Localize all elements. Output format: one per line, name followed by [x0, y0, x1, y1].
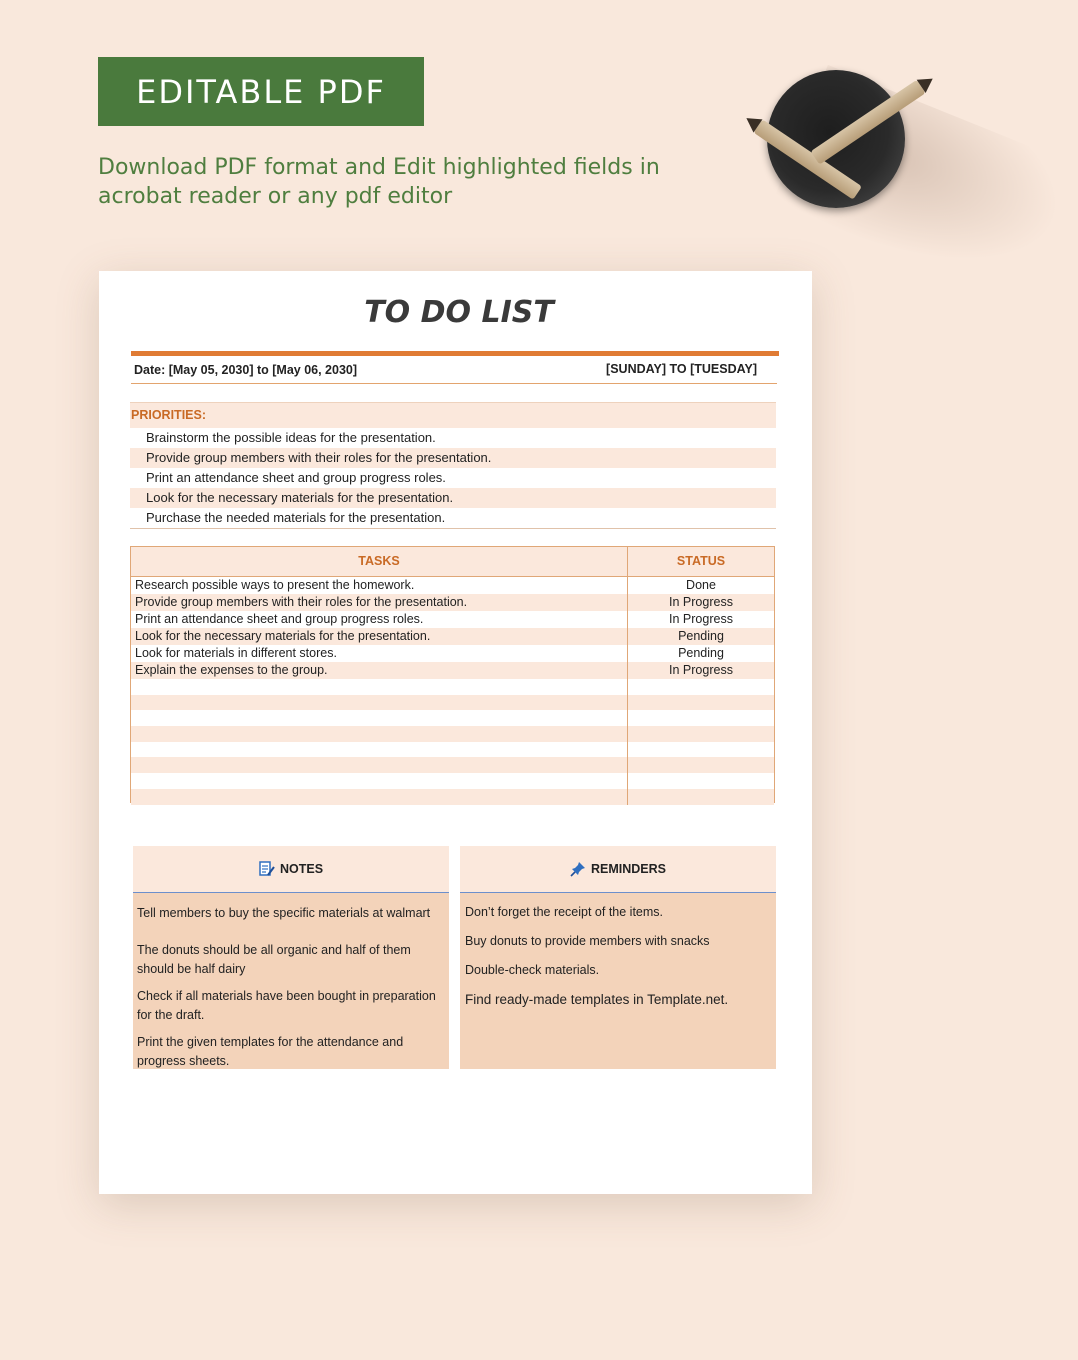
- empty-table-row[interactable]: [131, 710, 774, 726]
- status-cell[interactable]: In Progress: [627, 611, 774, 628]
- empty-table-row[interactable]: [131, 679, 774, 695]
- table-row: [131, 645, 774, 662]
- priorities-label: PRIORITIES:: [130, 403, 776, 428]
- reminders-list[interactable]: [460, 903, 776, 1009]
- subtitle-line-2: acrobat reader or any pdf editor: [98, 184, 453, 209]
- priority-item[interactable]: Provide group members with their roles for the presentation.: [130, 448, 776, 468]
- task-cell[interactable]: Look for materials in different stores.: [135, 646, 337, 660]
- empty-table-row[interactable]: [131, 695, 774, 711]
- subtitle: [98, 153, 698, 211]
- notes-header: [133, 846, 449, 893]
- priority-item[interactable]: Brainstorm the possible ideas for the presentation.: [146, 430, 436, 445]
- reminders-section: [460, 846, 776, 1069]
- status-cell[interactable]: Done: [627, 577, 774, 594]
- editable-pdf-badge: EDITABLE PDF: [98, 57, 424, 126]
- pushpin-icon: [570, 861, 586, 877]
- priorities-section: [130, 402, 776, 529]
- reminders-header: [460, 846, 776, 893]
- priority-item[interactable]: Print an attendance sheet and group progress roles.: [146, 470, 446, 485]
- status-cell[interactable]: Pending: [627, 628, 774, 645]
- document-title: TO DO LIST: [364, 295, 554, 330]
- note-item[interactable]: Tell members to buy the specific materials at walmart: [137, 906, 431, 920]
- task-cell[interactable]: Look for the necessary materials for the presentation.: [135, 629, 431, 643]
- note-item[interactable]: The donuts should be all organic and half of them should be half dairy: [137, 943, 411, 976]
- tasks-column-header: TASKS: [358, 554, 400, 568]
- reminder-item[interactable]: Don’t forget the receipt of the items.: [465, 905, 664, 919]
- date-row: [131, 357, 777, 384]
- empty-table-row[interactable]: [131, 773, 774, 789]
- document-page: [99, 271, 812, 1194]
- empty-table-row[interactable]: [131, 742, 774, 758]
- empty-table-row[interactable]: [131, 789, 774, 805]
- table-row: [131, 611, 774, 628]
- task-cell[interactable]: Print an attendance sheet and group progress roles.: [135, 612, 424, 626]
- note-item[interactable]: Check if all materials have been bought in preparation for the draft.: [137, 989, 436, 1022]
- table-row: [131, 594, 774, 611]
- table-row: [131, 662, 774, 679]
- empty-table-row[interactable]: [131, 757, 774, 773]
- table-row: [131, 577, 774, 594]
- note-item[interactable]: Print the given templates for the attendance and progress sheets.: [137, 1035, 404, 1068]
- reminder-item[interactable]: Double-check materials.: [465, 963, 600, 977]
- reminder-item[interactable]: Buy donuts to provide members with snacks: [465, 934, 710, 948]
- notes-label: NOTES: [279, 862, 324, 876]
- subtitle-line-1: Download PDF format and Edit highlighted fields in: [98, 155, 660, 180]
- notepad-icon: [259, 861, 275, 877]
- days-field[interactable]: [SUNDAY] TO [TUESDAY]: [606, 362, 757, 376]
- tasks-table: [130, 546, 775, 803]
- status-cell[interactable]: In Progress: [627, 594, 774, 611]
- status-column-header: STATUS: [627, 547, 774, 576]
- table-row: [131, 628, 774, 645]
- empty-table-row[interactable]: [131, 726, 774, 742]
- priority-item[interactable]: Purchase the needed materials for the presentation.: [146, 510, 446, 525]
- task-cell[interactable]: Research possible ways to present the homework.: [135, 578, 415, 592]
- reminder-item[interactable]: Find ready-made templates in Template.net.: [465, 992, 729, 1007]
- title-divider: [131, 351, 779, 356]
- status-cell[interactable]: In Progress: [627, 662, 774, 679]
- task-cell[interactable]: Explain the expenses to the group.: [135, 663, 328, 677]
- notes-list[interactable]: [133, 904, 449, 1078]
- priority-item[interactable]: Look for the necessary materials for the presentation.: [130, 488, 776, 508]
- tasks-table-header: [131, 547, 774, 577]
- date-field[interactable]: Date: [May 05, 2030] to [May 06, 2030]: [134, 363, 358, 377]
- task-cell[interactable]: Provide group members with their roles for the presentation.: [135, 595, 468, 609]
- notes-section: [133, 846, 449, 1069]
- status-cell[interactable]: Pending: [627, 645, 774, 662]
- reminders-label: REMINDERS: [590, 862, 666, 876]
